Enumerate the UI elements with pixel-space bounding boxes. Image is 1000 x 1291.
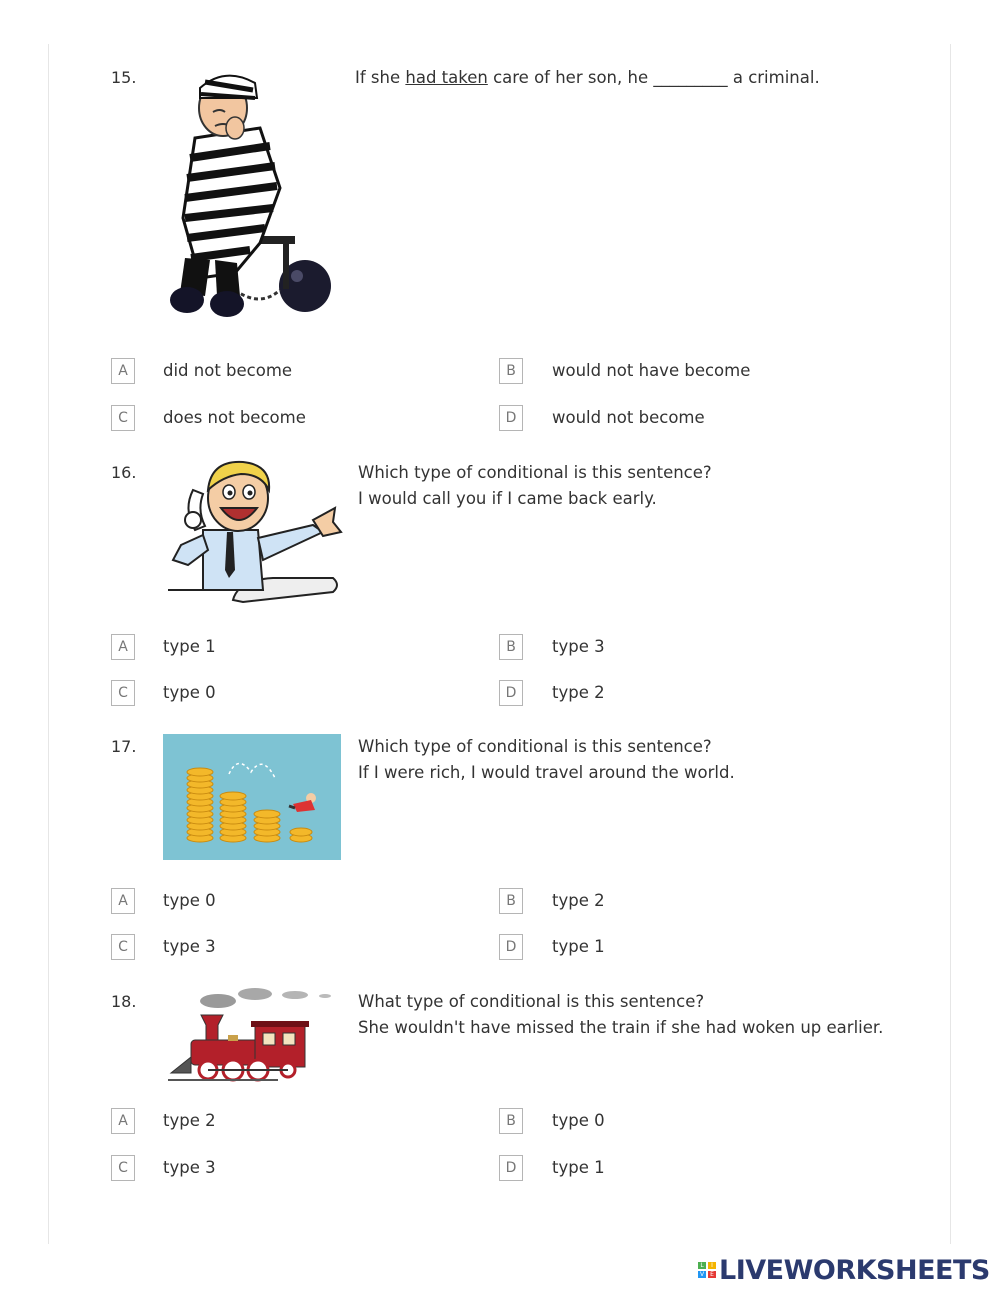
logo-text: LIVEWORKSHEETS bbox=[719, 1254, 990, 1286]
option-a-box[interactable]: A bbox=[111, 634, 135, 660]
option-b-text[interactable]: would not have become bbox=[552, 361, 751, 380]
option-a-text[interactable]: type 0 bbox=[163, 891, 216, 910]
option-d-box[interactable]: D bbox=[499, 1155, 523, 1181]
option-c-box[interactable]: C bbox=[111, 1155, 135, 1181]
option-b-box[interactable]: B bbox=[499, 634, 523, 660]
page-border-left bbox=[48, 44, 49, 1244]
option-d-box[interactable]: D bbox=[499, 934, 523, 960]
option-a-text[interactable]: type 2 bbox=[163, 1111, 216, 1130]
option-c-box[interactable]: C bbox=[111, 680, 135, 706]
question-text: Which type of conditional is this sentence? I would call you if I came back early. bbox=[358, 463, 712, 508]
option-d-box[interactable]: D bbox=[499, 680, 523, 706]
question-number: 18. bbox=[111, 992, 137, 1011]
option-b-box[interactable]: B bbox=[499, 358, 523, 384]
man-on-phone-illustration bbox=[163, 460, 343, 605]
page-border-right bbox=[950, 44, 951, 1244]
option-c-box[interactable]: C bbox=[111, 934, 135, 960]
option-c-text[interactable]: type 3 bbox=[163, 937, 216, 956]
option-b-box[interactable]: B bbox=[499, 888, 523, 914]
question-number: 17. bbox=[111, 737, 137, 756]
option-b-text[interactable]: type 2 bbox=[552, 891, 605, 910]
option-c-box[interactable]: C bbox=[111, 405, 135, 431]
option-d-text[interactable]: would not become bbox=[552, 408, 705, 427]
question-text: If she had taken care of her son, he _________ a criminal. bbox=[355, 68, 820, 87]
logo-blocks-icon: L I V E bbox=[698, 1262, 716, 1278]
question-number: 16. bbox=[111, 463, 137, 482]
option-c-text[interactable]: type 3 bbox=[163, 1158, 216, 1177]
option-b-text[interactable]: type 3 bbox=[552, 637, 605, 656]
prisoner-illustration bbox=[165, 68, 335, 326]
question-text: Which type of conditional is this sentence? If I were rich, I would travel around the world. bbox=[358, 737, 735, 782]
option-c-text[interactable]: does not become bbox=[163, 408, 306, 427]
question-number: 15. bbox=[111, 68, 137, 87]
steam-train-illustration bbox=[163, 985, 341, 1085]
option-d-text[interactable]: type 1 bbox=[552, 937, 605, 956]
option-a-text[interactable]: type 1 bbox=[163, 637, 216, 656]
option-a-box[interactable]: A bbox=[111, 1108, 135, 1134]
option-a-box[interactable]: A bbox=[111, 358, 135, 384]
option-d-text[interactable]: type 1 bbox=[552, 1158, 605, 1177]
option-a-box[interactable]: A bbox=[111, 888, 135, 914]
question-text: What type of conditional is this sentence? She wouldn't have missed the train if she had woken up earlier. bbox=[358, 992, 884, 1037]
option-d-text[interactable]: type 2 bbox=[552, 683, 605, 702]
coins-stack-illustration bbox=[163, 734, 341, 860]
liveworksheets-logo[interactable] bbox=[698, 1254, 990, 1286]
option-c-text[interactable]: type 0 bbox=[163, 683, 216, 702]
option-a-text[interactable]: did not become bbox=[163, 361, 293, 380]
option-b-text[interactable]: type 0 bbox=[552, 1111, 605, 1130]
option-b-box[interactable]: B bbox=[499, 1108, 523, 1134]
option-d-box[interactable]: D bbox=[499, 405, 523, 431]
